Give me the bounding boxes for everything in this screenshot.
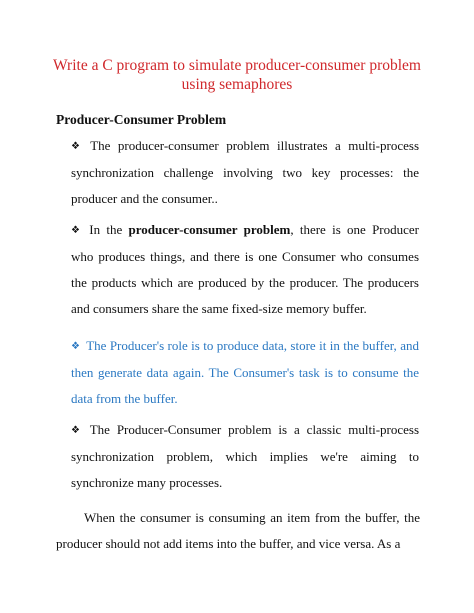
bullet-text-pre: In the (89, 222, 129, 237)
diamond-bullet-icon: ❖ (71, 225, 80, 236)
bullet-text: The Producer-Consumer problem is a classic multi-process synchronization problem, which implies we're aiming to synchronize many processes. (71, 422, 420, 490)
bullet-text-post: , there is one Producer who produces things, and there is one Consumer who consumes the products which are produced by the producer. The producers and consumers share the same fixed-size memory buffer. (71, 222, 419, 316)
section-heading: Producer-Consumer Problem (56, 112, 227, 127)
bullet-item-1 (71, 133, 419, 212)
bullet-item-4 (71, 417, 419, 496)
diamond-bullet-icon: ❖ (71, 425, 80, 436)
body-paragraph: When the consumer is consuming an item from the buffer, the producer should not add items into the buffer, and vice versa. As a (56, 510, 420, 551)
bullet-item-2 (71, 217, 419, 322)
bullet-text-bold: producer-consumer problem (128, 222, 291, 237)
bullet-text: The producer-consumer problem illustrates a multi-process synchronization challenge involving two key processes: the producer and the consumer.. (71, 138, 419, 206)
diamond-bullet-icon: ❖ (71, 341, 80, 352)
bullet-text: The Producer's role is to produce data, store it in the buffer, and then generate data again. The Consumer's task is to consume the data from the buffer. (71, 338, 419, 406)
diamond-bullet-icon: ❖ (71, 141, 80, 152)
bullet-item-3 (71, 333, 419, 412)
page-title: Write a C program to simulate producer-consumer problem using semaphores (53, 57, 421, 93)
